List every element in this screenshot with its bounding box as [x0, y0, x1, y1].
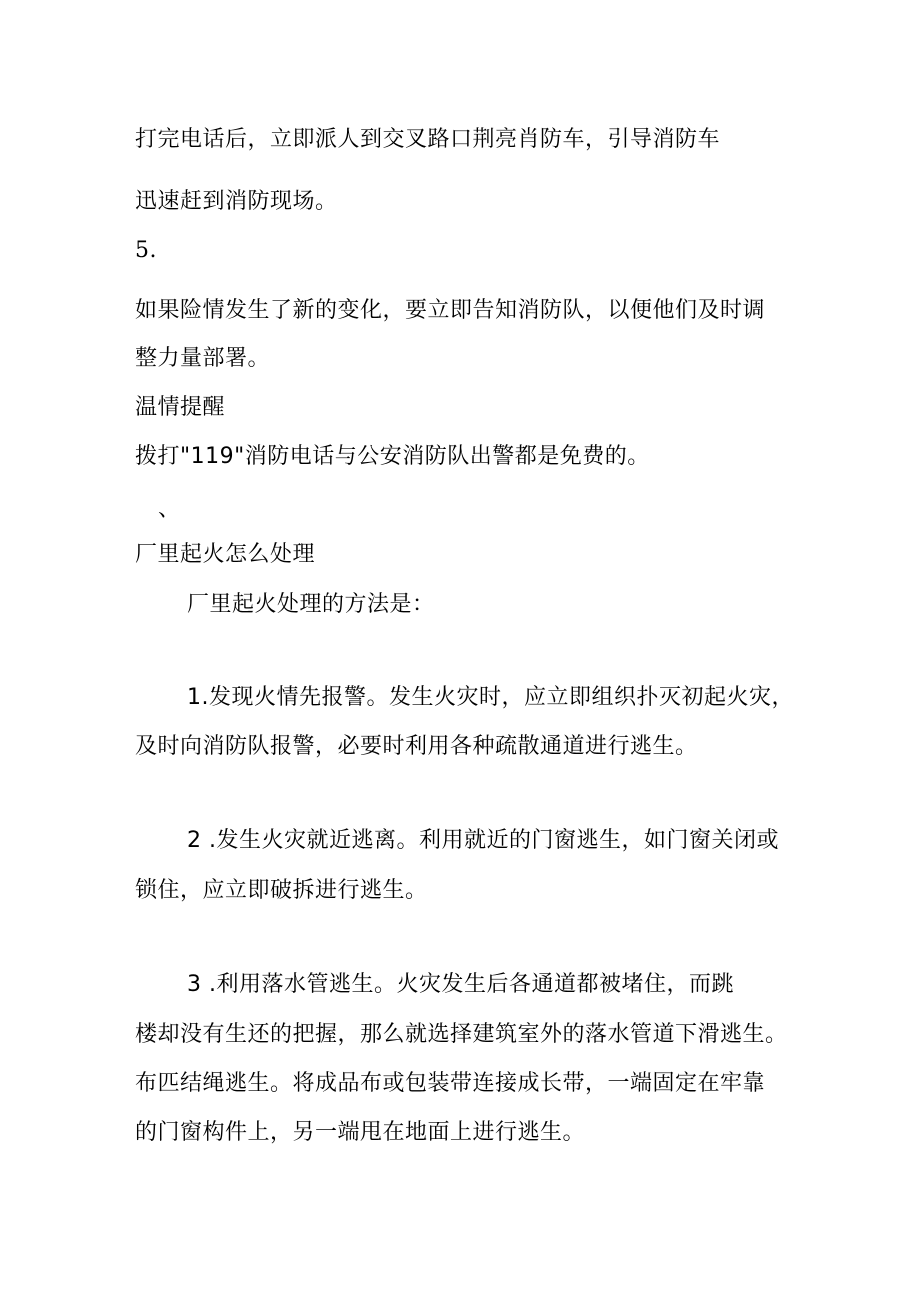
item-2-line-1: 2 .发生火灾就近逃离。利用就近的门窗逃生，如门窗关闭或	[187, 828, 779, 853]
enumeration-mark: 、	[158, 497, 181, 522]
item-3-line-4: 的门窗构件上，另一端甩在地面上进行逃生。	[135, 1120, 586, 1145]
text-line-1: 打完电话后，立即派人到交叉路口荆亮肖防车，引导消防车	[135, 127, 721, 152]
section-heading: 厂里起火怎么处理	[135, 542, 316, 567]
text-line-2: 迅速赶到消防现场。	[135, 189, 338, 214]
item-1-line-1: 1.发现火情先报警。发生火灾时，应立即组织扑灭初起火灾，	[187, 685, 794, 710]
item-3-line-1: 3 .利用落水管逃生。火灾发生后各通道都被堵住，而跳	[187, 972, 734, 997]
item-1-line-2: 及时向消防队报警，必要时利用各种疏散通道进行逃生。	[135, 734, 698, 759]
item-3-line-3: 布匹结绳逃生。将成品布或包装带连接成长带，一端固定在牢靠	[135, 1071, 766, 1096]
intro-line: 厂里起火处理的方法是：	[187, 592, 435, 617]
text-line-4: 整力量部署。	[135, 346, 271, 371]
section-number-5: 5.	[135, 238, 157, 263]
text-line-3: 如果险情发生了新的变化，要立即告知消防队，以便他们及时调	[135, 298, 766, 323]
item-3-line-2: 楼却没有生还的把握，那么就选择建筑室外的落水管道下滑逃生。	[135, 1022, 788, 1047]
reminder-text: 拨打"119"消防电话与公安消防队出警都是免费的。	[135, 444, 650, 469]
reminder-heading: 温情提醒	[135, 395, 226, 420]
item-2-line-2: 锁住，应立即破拆进行逃生。	[135, 878, 428, 903]
